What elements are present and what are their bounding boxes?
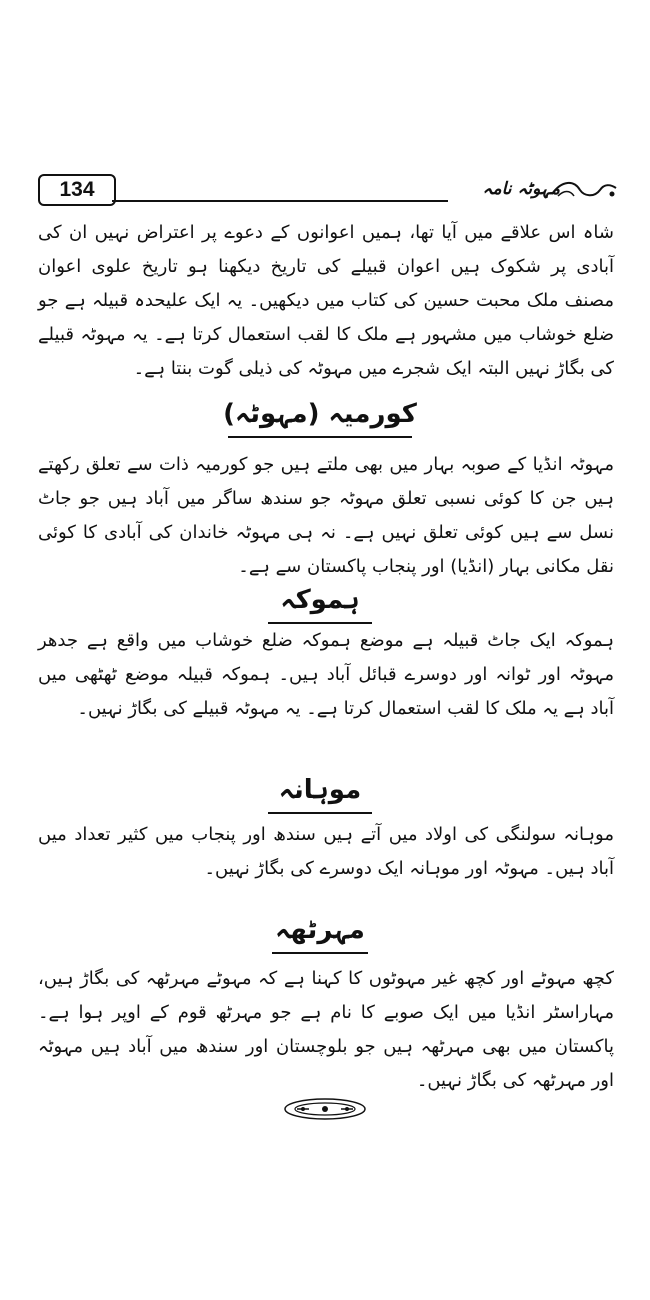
section-end-ornament-icon xyxy=(283,1097,367,1121)
flourish-ornament-icon xyxy=(550,176,620,202)
page-header xyxy=(38,174,620,204)
heading-underline xyxy=(228,436,412,438)
header-rule xyxy=(112,200,448,202)
heading-underline xyxy=(268,812,372,814)
heading-mehrtha: مہرٹھہ xyxy=(275,915,365,945)
paragraph-awan: شاہ اس علاقے میں آیا تھا، ہمیں اعوانوں کے دعوے پر اعتراض نہیں ان کی آبادی پر شکوک ہیں اعوان قبیلے کی تاریخ دیکھنا ہو تاریخ علوی اعوان مصنف ملک محبت حسین کی کتاب میں دیکھیں۔ یہ ایک علیحدہ قبیلہ ہے جو ضلع خوشاب میں مشہور ہے ملک کا لقب استعمال کرتا ہے۔ یہ مہوٹہ قبیلے کی بگاڑ نہیں البتہ ایک شجرے میں مہوٹہ کی ذیلی گوت بنتا ہے۔ xyxy=(38,222,614,379)
paragraph-mehrtha: کچھ مہوٹے اور کچھ غیر مہوٹوں کا کہنا ہے کہ مہوٹے مہرٹھہ کی بگاڑ ہیں، مہاراسٹر انڈیا میں ایک صوبے کا نام ہے جو مہرٹھ قوم کے اوپر ہوا ہے۔ پاکستان میں بھی مہرٹھہ ہیں جو بلوچستان اور سندھ میں آباد ہیں مہوٹہ اور مہرٹھہ کی بگاڑ نہیں۔ xyxy=(38,968,614,1091)
paragraph-humoka: ہموکہ ایک جاٹ قبیلہ ہے موضع ہموکہ ضلع خوشاب میں واقع ہے جدھر مہوٹہ اور ٹوانہ اور دوسرے قبائل آباد ہیں۔ ہموکہ قبیلہ موضع ٹھٹھی میں آباد ہے یہ ملک کا لقب استعمال کرتا ہے۔ یہ مہوٹہ قبیلے کی بگاڑ نہیں۔ xyxy=(38,630,614,719)
heading-kormia: کورمیہ (مہوٹہ) xyxy=(223,399,417,429)
page-number: 134 xyxy=(38,174,116,206)
heading-underline xyxy=(272,952,368,954)
book-title: مہوٹہ نامہ xyxy=(482,179,560,199)
paragraph-mohana: موہانہ سولنگی کی اولاد میں آتے ہیں سندھ اور پنجاب میں کثیر تعداد میں آباد ہیں۔ مہوٹہ اور موہانہ ایک دوسرے کی بگاڑ نہیں۔ xyxy=(38,824,614,879)
heading-mohana: موہانہ xyxy=(278,775,362,805)
heading-humoka: ہموکہ xyxy=(280,585,360,615)
paragraph-kormia: مہوٹہ انڈیا کے صوبہ بہار میں بھی ملتے ہیں جو کورمیہ ذات سے تعلق رکھتے ہیں جن کا کوئی نسبی تعلق مہوٹہ جو سندھ ساگر میں آباد ہیں جو جاٹ نسل سے ہیں کوئی تعلق نہیں ہے۔ نہ ہی مہوٹہ خاندان کی آبادی کا کوئی نقل مکانی بہار (انڈیا) اور پنجاب پاکستان سے ہے۔ xyxy=(38,454,614,577)
